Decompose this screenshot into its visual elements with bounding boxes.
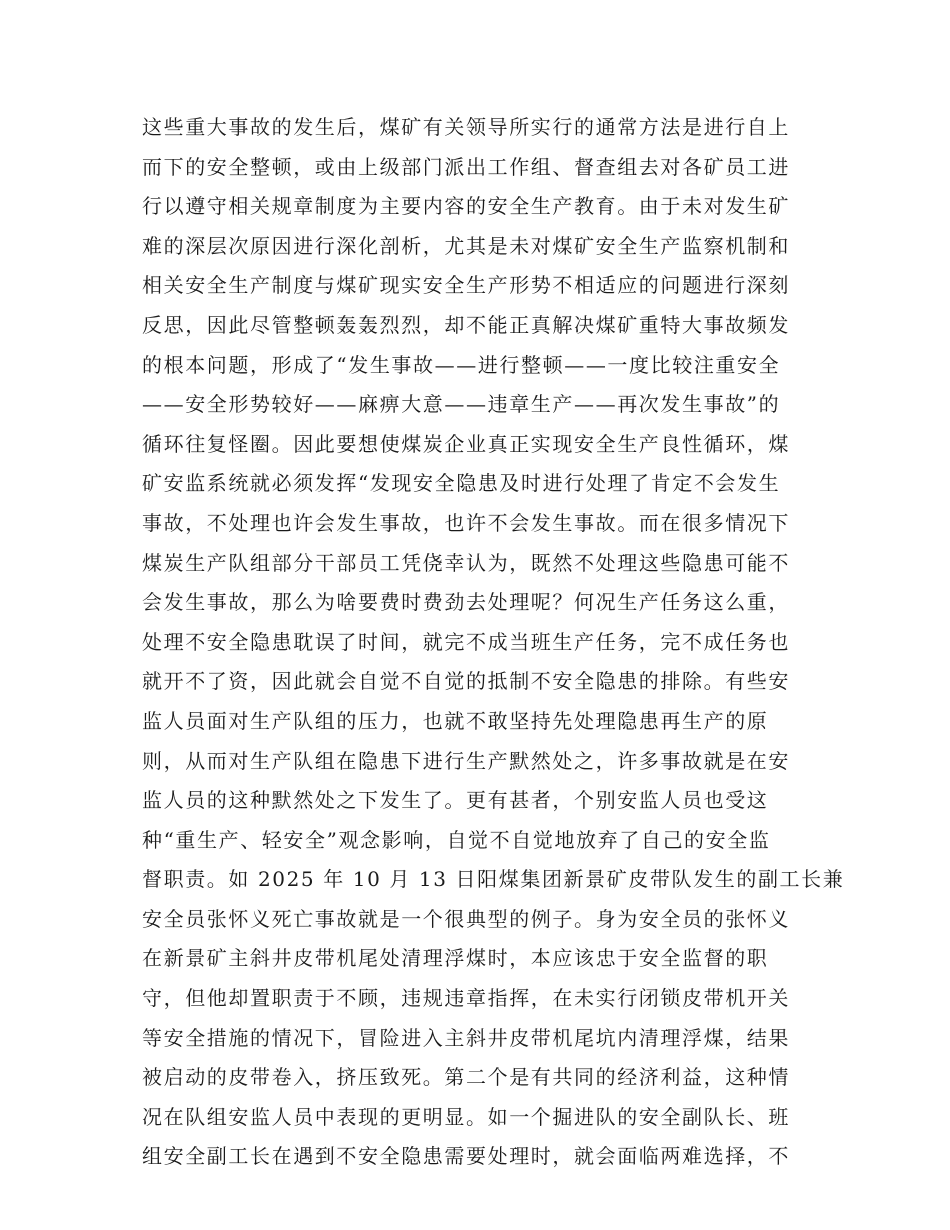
- text-line: ——安全形势较好——麻痹大意——违章生产——再次发生事故”的: [142, 392, 781, 417]
- text-line: 事故，不处理也许会发生事故，也许不会发生事故。而在很多情况下: [142, 510, 790, 535]
- text-line: 在新景矿主斜井皮带机尾处清理浮煤时，本应该忠于安全监督的职: [142, 946, 769, 971]
- text-line: 守，但他却置职责于不顾，违规违章指挥，在未实行闭锁皮带机开关: [142, 986, 790, 1011]
- text-line: 就开不了资，因此就会自觉不自觉的抵制不安全隐患的排除。有些安: [142, 669, 790, 694]
- text-line: 反思，因此尽管整顿轰轰烈烈，却不能正真解决煤矿重特大事故频发: [142, 312, 790, 337]
- text-line: 会发生事故，那么为啥要费时费劲去处理呢？何况生产任务这么重，: [142, 590, 790, 615]
- text-line: 则，从而对生产队组在隐患下进行生产默然处之，许多事故就是在安: [142, 748, 790, 773]
- text-line: 这些重大事故的发生后，煤矿有关领导所实行的通常方法是进行自上: [142, 115, 790, 139]
- text-line: 而下的安全整顿，或由上级部门派出工作组、督查组去对各矿员工进: [142, 154, 790, 179]
- text-line: 种“重生产、轻安全”观念影响，自觉不自觉地放弃了自己的安全监: [142, 827, 771, 852]
- text-line: 处理不安全隐患耽误了时间，就完不成当班生产任务，完不成任务也: [142, 629, 790, 654]
- text-line: 安全员张怀义死亡事故就是一个很典型的例子。身为安全员的张怀义: [142, 906, 790, 931]
- text-line: 被启动的皮带卷入，挤压致死。第二个是有共同的经济利益，这种情: [142, 1065, 790, 1090]
- text-line: 煤炭生产队组部分干部员工凭侥幸认为，既然不处理这些隐患可能不: [142, 550, 790, 575]
- body-text: [142, 108, 845, 1177]
- text-line: 难的深层次原因进行深化剖析，尤其是未对煤矿安全生产监察机制和: [142, 233, 790, 258]
- text-line: 组安全副工长在遇到不安全隐患需要处理时，就会面临两难选择，不: [142, 1144, 790, 1169]
- text-line: 的根本问题，形成了“发生事故——进行整顿——一度比较注重安全: [142, 352, 781, 377]
- text-line: 行以遵守相关规章制度为主要内容的安全生产教育。由于未对发生矿: [142, 194, 790, 219]
- text-line: 矿安监系统就必须发挥“发现安全隐患及时进行处理了肯定不会发生: [142, 471, 781, 496]
- text-line: 等安全措施的情况下，冒险进入主斜井皮带机尾坑内清理浮煤，结果: [142, 1025, 790, 1050]
- text-line: 监人员面对生产队组的压力，也就不敢坚持先处理隐患再生产的原: [142, 708, 769, 733]
- text-line: 监人员的这种默然处之下发生了。更有甚者，个别安监人员也受这: [142, 788, 769, 813]
- text-line: 循环往复怪圈。因此要想使煤炭企业真正实现安全生产良性循环，煤: [142, 431, 790, 456]
- text-line: 相关安全生产制度与煤矿现实安全生产形势不相适应的问题进行深刻: [142, 273, 790, 298]
- text-line: 况在队组安监人员中表现的更明显。如一个掘进队的安全副队长、班: [142, 1104, 790, 1129]
- text-line: 督职责。如 2025 年 10 月 13 日阳煤集团新景矿皮带队发生的副工长兼: [142, 867, 845, 892]
